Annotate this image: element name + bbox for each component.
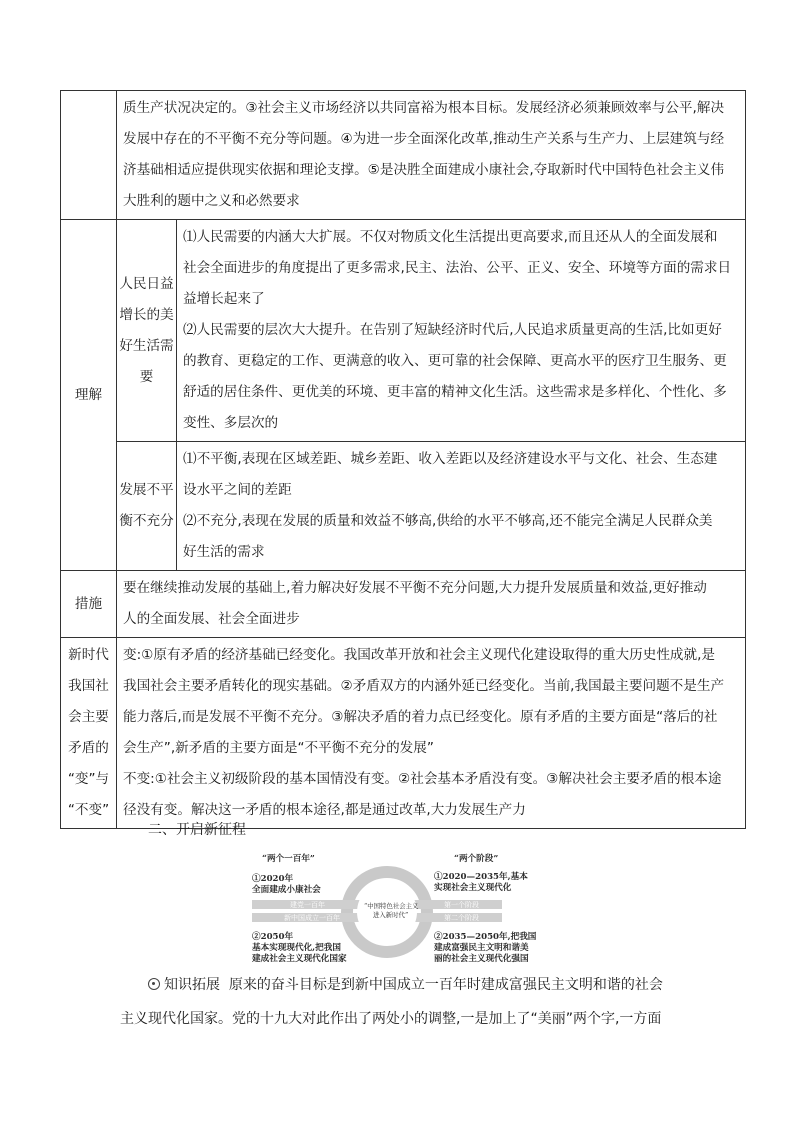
text-line: 我国社会主要矛盾转化的现实基础。②矛盾双方的内涵外延已经变化。当前,我国最主要问题不是生产: [123, 678, 725, 694]
diagram-right-title: “两个阶段”: [454, 854, 499, 864]
row-content-understanding-cont: [117, 91, 746, 220]
diagram-br-3: 丽的社会主义现代化强国: [434, 954, 529, 964]
diagram-bar-left-1: 建党一百年: [290, 901, 325, 909]
text-line: 大胜利的题中之义和必然要求: [123, 193, 300, 209]
knowledge-label: 知识拓展: [164, 977, 220, 993]
milestone-diagram: [222, 848, 552, 970]
diagram-center-1: “中国特色社会主义: [364, 902, 419, 910]
text-line: 设水平之间的差距: [183, 482, 292, 498]
diagram-br-1: ②2035—2050年,把我国: [434, 932, 537, 942]
diagram-bar-left-2: 新中国成立一百年: [284, 914, 340, 922]
row-content-measures: [117, 571, 746, 638]
text-line: 会生产”,新矛盾的主要方面是“不平衡不充分的发展”: [123, 740, 434, 756]
table-row-change: [61, 638, 746, 829]
row-content-imbalance: [177, 442, 746, 571]
sub-head-line: 好生活需: [119, 337, 174, 354]
text-line: 径没有变。解决这一矛盾的根本途径,都是通过改革,大力发展生产力: [123, 802, 526, 818]
text-line: 的教育、更稳定的工作、更满意的收入、更可靠的社会保障、更高水平的医疗卫生服务、更: [183, 353, 727, 369]
sub-head-imbalance: [117, 442, 177, 571]
text-line: 要在继续推动发展的基础上,着力解决好发展不平衡不充分问题,大力提升发展质量和效益,更好推动: [123, 580, 707, 596]
knowledge-icon: [148, 978, 160, 990]
row-head-measures: 措施: [61, 571, 117, 638]
knowledge-table: [60, 90, 746, 829]
diagram-tl-2: 全面建成小康社会: [252, 885, 321, 895]
text-line: 发展中存在的不平衡不充分等问题。④为进一步全面深化改革,推动生产关系与生产力、上层建筑与经: [123, 131, 725, 147]
sub-head-line: 发展不平: [119, 482, 174, 498]
sub-head-line: 增长的美: [119, 306, 174, 323]
paragraph-line-2: 主义现代化国家。党的十九大对此作出了两处小的调整,一是加上了“美丽”两个字,一方面: [120, 1011, 662, 1027]
sub-head-line: 衡不充分: [119, 513, 174, 529]
row-content-needs: [177, 220, 746, 442]
table-row-imbalance: [61, 442, 746, 571]
head-line: “变”与: [67, 771, 110, 787]
diagram-left-title: “两个一百年”: [262, 854, 315, 864]
section-title: 二、开启新征程: [148, 822, 246, 838]
sub-head-line: 人民日益: [119, 275, 174, 292]
diagram-tr-2: 实现社会主义现代化: [434, 883, 512, 893]
text-line: ⑴人民需要的内涵大大扩展。不仅对物质文化生活提出更高要求,而且还从人的全面发展和: [183, 229, 718, 245]
row-content-change: [117, 638, 746, 829]
diagram-bar-right-1: 第一个阶段: [444, 901, 479, 909]
diagram-tl-1: ①2020年: [252, 874, 294, 884]
diagram-bl-1: ②2050年: [252, 932, 294, 942]
text-line: ⑵不充分,表现在发展的质量和效益不够高,供给的水平不够高,还不能完全满足人民群众美: [183, 513, 713, 529]
text-line: 能力落后,而是发展不平衡不充分。③解决矛盾的着力点已经变化。原有矛盾的主要方面是“落后的社: [123, 709, 718, 725]
text-line: 舒适的居住条件、更优美的环境、更丰富的精神文化生活。这些需求是多样化、个性化、多: [183, 384, 727, 400]
sub-head-line: 要: [139, 368, 154, 385]
diagram-bl-3: 建成社会主义现代化国家: [252, 954, 347, 964]
diagram-bar-right-2: 第二个阶段: [444, 914, 479, 922]
knowledge-extension-line-1: [148, 970, 688, 1000]
text-line: 变性、多层次的: [183, 415, 279, 431]
head-line: “不变”: [67, 802, 110, 818]
head-line: 矛盾的: [68, 740, 109, 756]
text-line: 质生产状况决定的。③社会主义市场经济以共同富裕为根本目标。发展经济必须兼顾效率与公平,解决: [123, 100, 725, 116]
head-line: 我国社: [68, 678, 109, 694]
text-line: 人的全面发展、社会全面进步: [123, 611, 300, 627]
text-line: 益增长起来了: [183, 291, 265, 307]
head-line: 会主要: [68, 709, 109, 725]
text-line: 济基础相适应提供现实依据和理论支撑。⑤是决胜全面建成小康社会,夺取新时代中国特色社会主义伟: [123, 162, 725, 178]
table-row-understanding-cont: [61, 91, 746, 220]
text-line: 不变:①社会主义初级阶段的基本国情没有变。②社会基本矛盾没有变。③解决社会主要矛盾的根本途: [123, 771, 722, 787]
sub-head-needs: [117, 220, 177, 442]
head-line: 新时代: [68, 647, 109, 663]
table-row-measures: [61, 571, 746, 638]
table-row-needs: [61, 220, 746, 442]
row-head-change: [61, 638, 117, 829]
text-line: ⑴不平衡,表现在区域差距、城乡差距、收入差距以及经济建设水平与文化、社会、生态建: [183, 451, 718, 467]
text-line: ⑵人民需要的层次大大提升。在告别了短缺经济时代后,人民追求质量更高的生活,比如更好: [183, 322, 722, 338]
text-line: 好生活的需求: [183, 544, 265, 560]
text-line: 变:①原有矛盾的经济基础已经变化。我国改革开放和社会主义现代化建设取得的重大历史性成就,是: [123, 647, 716, 663]
diagram-br-2: 建成富强民主文明和谐美: [434, 943, 529, 953]
text-line: 社会全面进步的角度提出了更多需求,民主、法治、公平、正义、安全、环境等方面的需求日: [183, 260, 732, 276]
diagram-bl-2: 基本实现现代化,把我国: [252, 943, 341, 953]
row-head-understanding: 理解: [61, 220, 117, 571]
diagram-center-2: 进入新时代”: [373, 911, 409, 919]
row-head-empty: [61, 91, 117, 220]
paragraph-line-1: 原来的奋斗目标是到新中国成立一百年时建成富强民主文明和谐的社会: [228, 977, 663, 993]
diagram-tr-1: ①2020—2035年,基本: [434, 872, 528, 882]
